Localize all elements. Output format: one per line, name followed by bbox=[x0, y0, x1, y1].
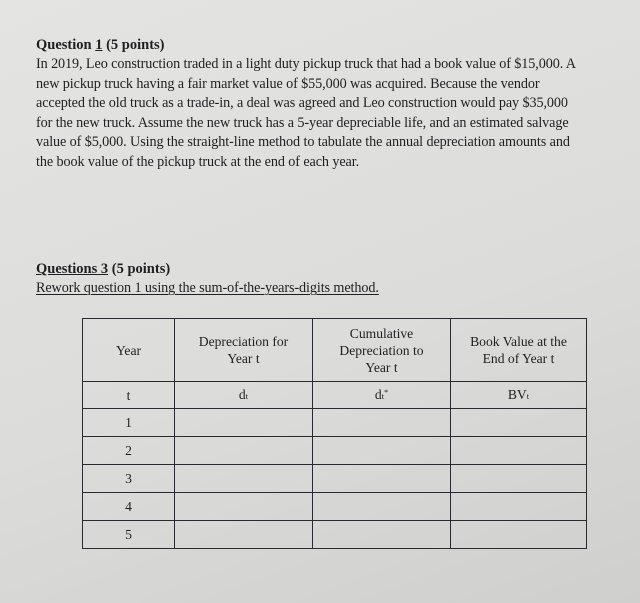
question-1-body bbox=[36, 55, 626, 172]
table-symbol-row bbox=[83, 382, 587, 409]
question-1-number: 1 bbox=[95, 37, 103, 53]
symbol-cumulative: dt* bbox=[313, 382, 451, 409]
question-3-label: Questions bbox=[36, 261, 98, 277]
question-1-label: Question bbox=[36, 37, 92, 53]
symbol-depreciation: dt bbox=[175, 382, 313, 409]
question-1-line: value of $5,000. Using the straight-line method to tabulate the annual depreciation amounts and bbox=[36, 134, 570, 150]
question-1 bbox=[36, 36, 626, 172]
question-3 bbox=[36, 260, 626, 299]
book-value-cell[interactable] bbox=[451, 493, 587, 521]
year-cell: 2 bbox=[83, 437, 175, 465]
question-1-heading bbox=[36, 36, 626, 55]
header-cumulative-depreciation: Cumulative Depreciation to Year t bbox=[313, 319, 451, 382]
depreciation-cell[interactable] bbox=[175, 465, 313, 493]
question-3-heading bbox=[36, 260, 626, 279]
question-3-body: Rework question 1 using the sum-of-the-years-digits method. bbox=[36, 280, 379, 296]
depreciation-cell[interactable] bbox=[175, 493, 313, 521]
header-depreciation: Depreciation for Year t bbox=[175, 319, 313, 382]
year-cell: 5 bbox=[83, 521, 175, 549]
depreciation-cell[interactable] bbox=[175, 437, 313, 465]
cumulative-cell[interactable] bbox=[313, 437, 451, 465]
table-row bbox=[83, 521, 587, 549]
depreciation-table bbox=[82, 318, 587, 549]
question-3-number: 3 bbox=[100, 261, 109, 277]
cumulative-cell[interactable] bbox=[313, 409, 451, 437]
symbol-book-value: BVt bbox=[451, 382, 587, 409]
year-cell: 3 bbox=[83, 465, 175, 493]
book-value-cell[interactable] bbox=[451, 521, 587, 549]
table-row bbox=[83, 465, 587, 493]
year-cell: 1 bbox=[83, 409, 175, 437]
cumulative-cell[interactable] bbox=[313, 465, 451, 493]
question-1-line: the book value of the pickup truck at the end of each year. bbox=[36, 153, 360, 170]
question-1-line: new pickup truck having a fair market value of $55,000 was acquired. Because the vendor bbox=[36, 75, 540, 92]
book-value-cell[interactable] bbox=[451, 465, 587, 493]
table-row bbox=[83, 493, 587, 521]
table-row bbox=[83, 409, 587, 437]
question-1-line: In 2019, Leo construction traded in a light duty pickup truck that had a book value of $15,000. A bbox=[36, 56, 576, 72]
cumulative-cell[interactable] bbox=[313, 493, 451, 521]
depreciation-cell[interactable] bbox=[175, 521, 313, 549]
cumulative-cell[interactable] bbox=[313, 521, 451, 549]
header-book-value: Book Value at the End of Year t bbox=[451, 319, 587, 382]
question-1-line: for the new truck. Assume the new truck has a 5-year depreciable life, and an estimated salvage bbox=[36, 114, 569, 131]
book-value-cell[interactable] bbox=[451, 409, 587, 437]
question-3-points: (5 points) bbox=[111, 261, 171, 277]
depreciation-cell[interactable] bbox=[175, 409, 313, 437]
table-row bbox=[83, 437, 587, 465]
header-year: Year bbox=[83, 319, 175, 382]
table-header-row bbox=[83, 319, 587, 382]
year-cell: 4 bbox=[83, 493, 175, 521]
question-1-points: (5 points) bbox=[106, 37, 165, 53]
question-1-line: accepted the old truck as a trade-in, a deal was agreed and Leo construction would pay $35,000 bbox=[36, 95, 568, 111]
symbol-year: t bbox=[83, 382, 175, 409]
book-value-cell[interactable] bbox=[451, 437, 587, 465]
